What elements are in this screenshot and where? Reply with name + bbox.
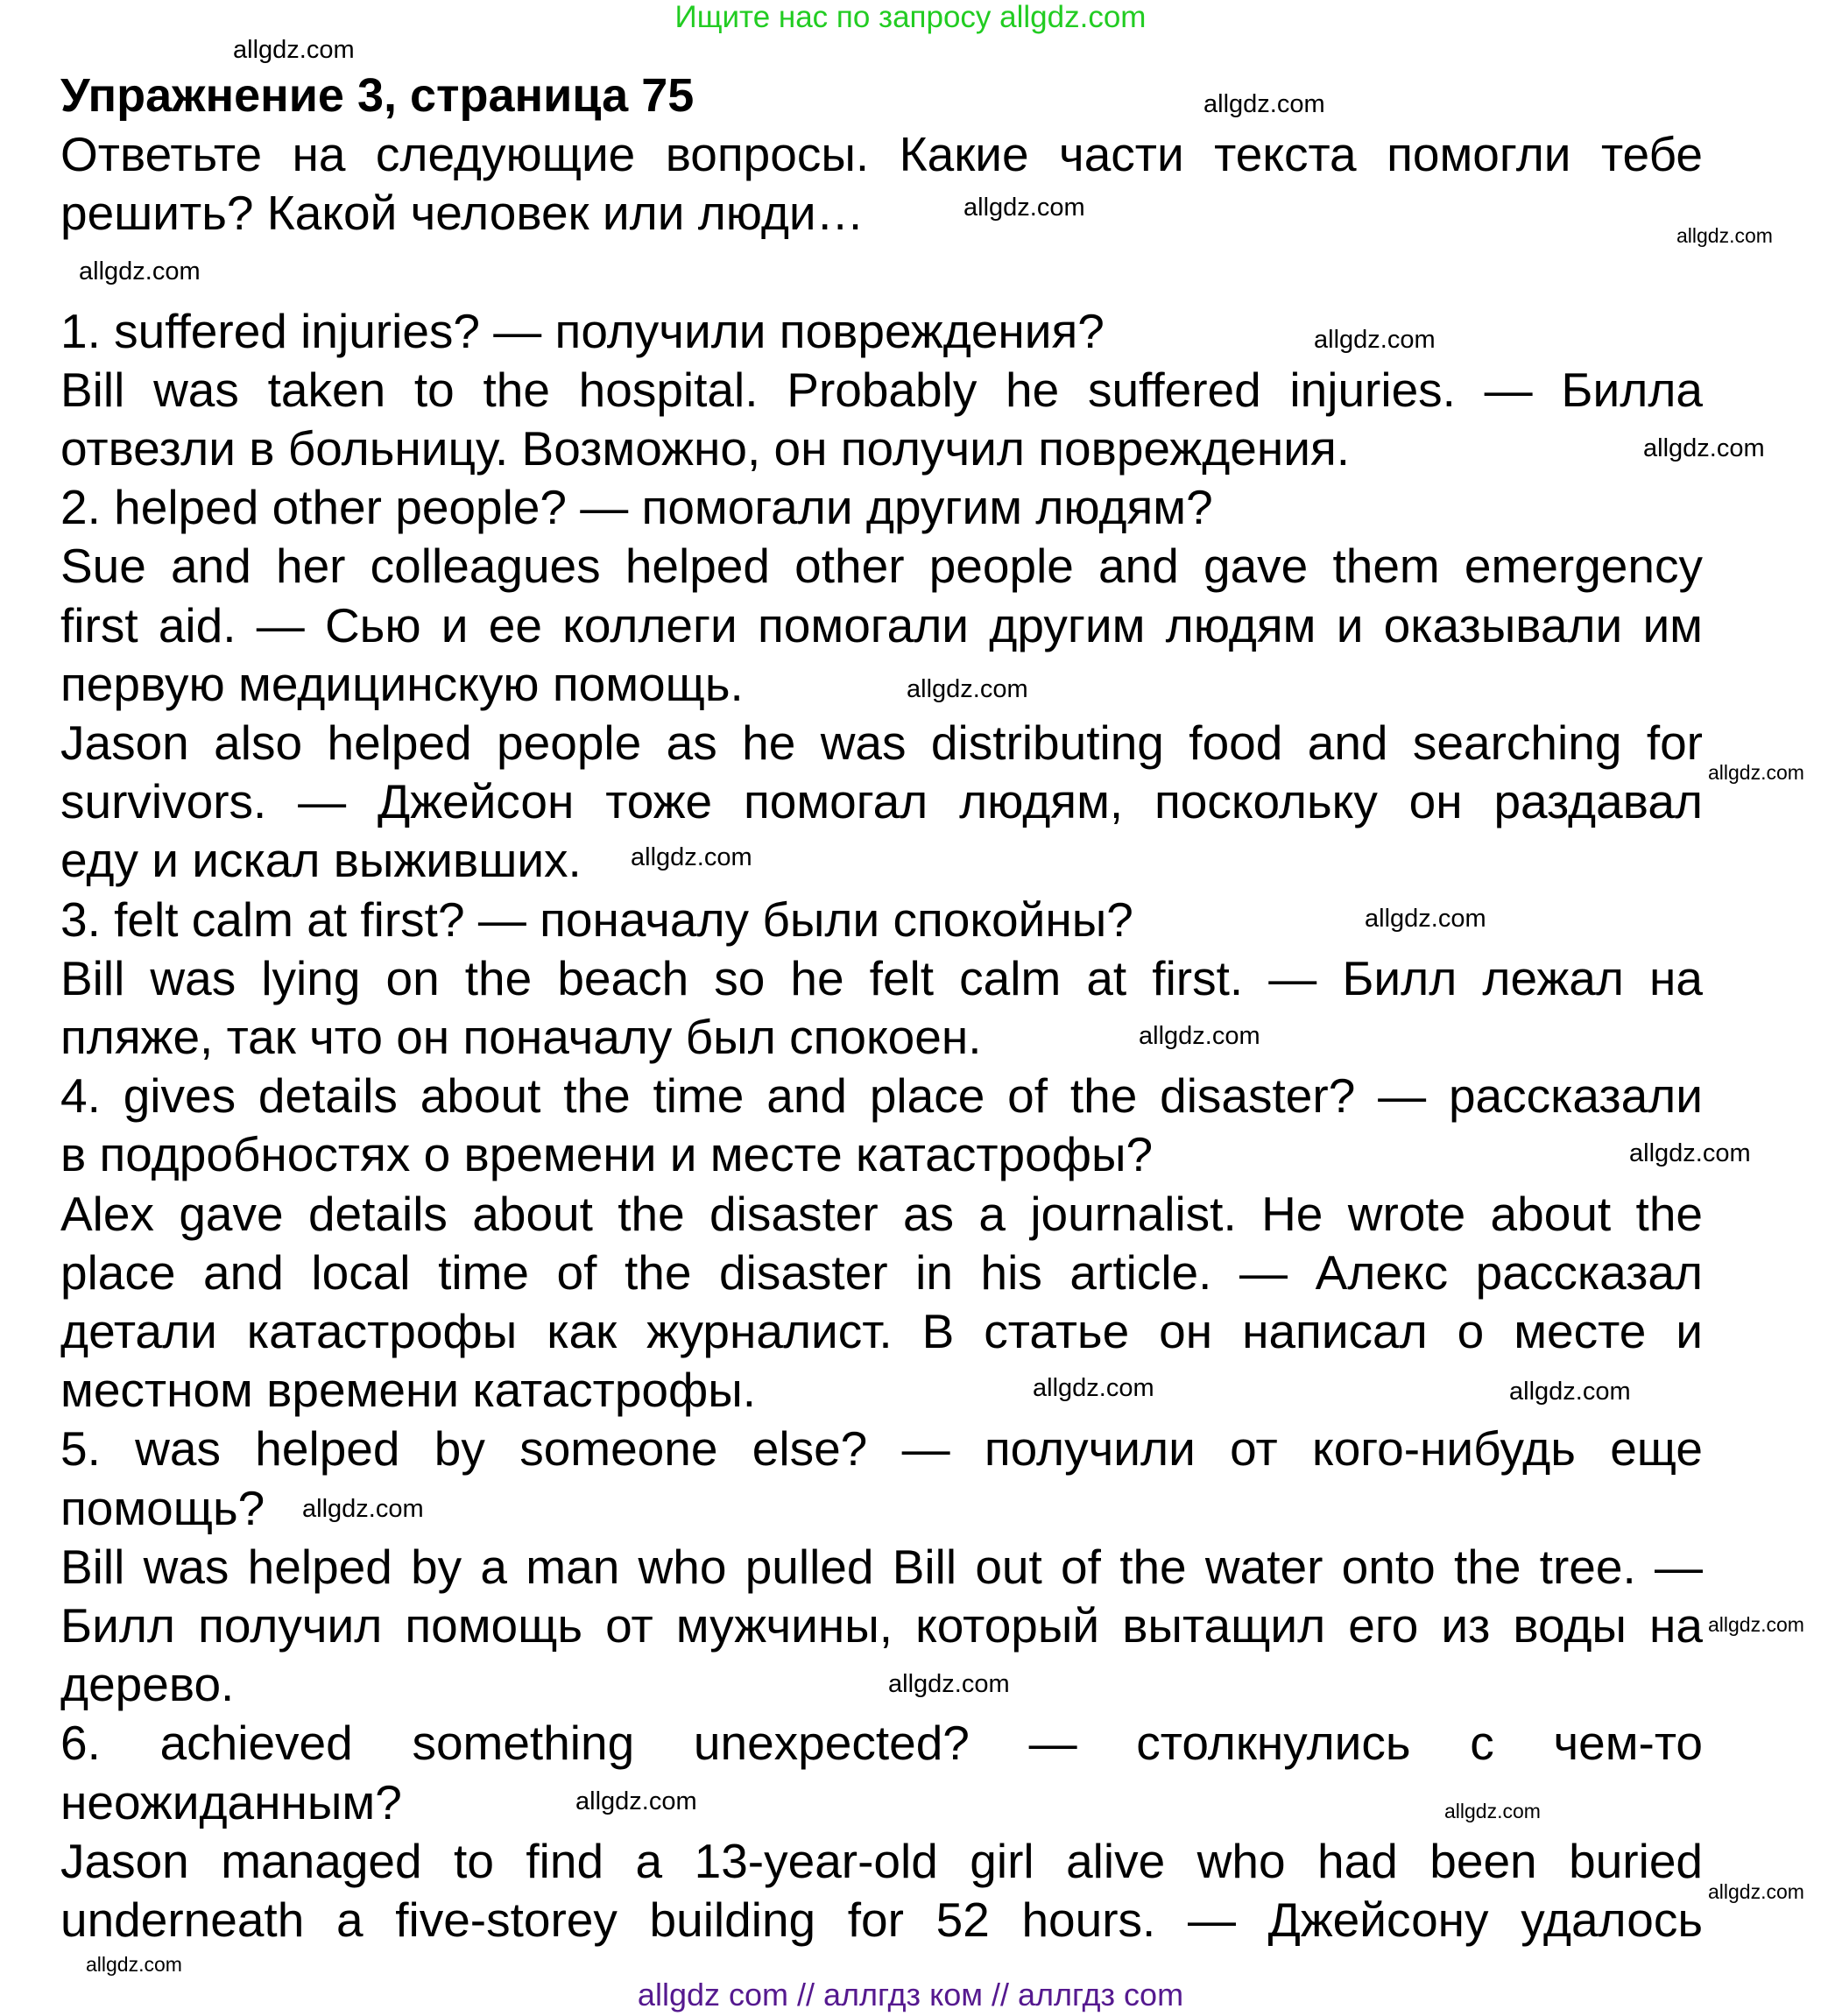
watermark: allgdz.com [1676, 224, 1773, 247]
text-line: 6. achieved something unexpected? — столкнулись с чем-то [60, 1716, 1703, 1771]
text-line: Bill was helped by a man who pulled Bill out of the water onto the tree. — [60, 1539, 1703, 1594]
watermark: allgdz.com [1509, 1378, 1631, 1406]
text-line: решить? Какой человек или люди… [60, 186, 865, 241]
watermark: allgdz.com [86, 1953, 182, 1976]
text-line: Sue and her colleagues helped other people and gave them emergency [60, 539, 1703, 594]
watermark: allgdz.com [1643, 434, 1765, 462]
text-line: Jason managed to find a 13-year-old girl alive who had been buried [60, 1833, 1703, 1888]
text-line: Bill was lying on the beach so he felt calm at first. — Билл лежал на [60, 950, 1703, 1005]
text-line: детали катастрофы как журналист. В статье он написал о месте и [60, 1304, 1703, 1358]
watermark: allgdz.com [1365, 905, 1486, 933]
text-line: Билл получил помощь от мужчины, который вытащил его из воды на [60, 1598, 1703, 1653]
watermark: allgdz.com [233, 36, 355, 64]
text-line: first aid. — Сью и ее коллеги помогали другим людям и оказывали им [60, 597, 1703, 652]
watermark: allgdz.com [1708, 1880, 1804, 1903]
text-line: Ответьте на следующие вопросы. Какие части текста помогли тебе [60, 127, 1703, 181]
text-line: первую медицинскую помощь. [60, 656, 744, 711]
text-line: Jason also helped people as he was distributing food and searching for [60, 715, 1703, 770]
watermark: allgdz.com [302, 1495, 424, 1523]
watermark: allgdz.com [1708, 761, 1804, 784]
text-line: неожиданным? [60, 1774, 402, 1829]
watermark: allgdz.com [1203, 90, 1325, 118]
watermark: allgdz.com [888, 1670, 1010, 1698]
text-line: survivors. — Джейсон тоже помогал людям, поскольку он раздавал [60, 774, 1703, 829]
text-line: 3. felt calm at first? — поначалу были спокойны? [60, 892, 1133, 947]
text-line: помощь? [60, 1480, 265, 1535]
watermark: allgdz.com [79, 257, 201, 285]
text-line: Alex gave details about the disaster as a journalist. He wrote about the [60, 1186, 1703, 1241]
watermark: allgdz.com [963, 194, 1085, 222]
watermark: allgdz.com [575, 1787, 697, 1815]
text-line: 2. helped other people? — помогали другим людям? [60, 480, 1213, 535]
text-line: еду и искал выживших. [60, 833, 582, 888]
text-line: дерево. [60, 1657, 235, 1712]
watermark: allgdz.com [1629, 1139, 1751, 1167]
text-line: в подробностях о времени и месте катастрофы? [60, 1127, 1154, 1182]
watermark: allgdz.com [1139, 1022, 1260, 1050]
watermark: allgdz.com [631, 843, 752, 871]
page-title: Упражнение 3, страница 75 [60, 69, 695, 122]
text-line: отвезли в больницу. Возможно, он получил повреждения. [60, 421, 1351, 476]
footer-links: allgdz com // аллгдз ком // аллгдз com [637, 1977, 1184, 2012]
text-line: 5. was helped by someone else? — получили от кого-нибудь еще [60, 1421, 1703, 1477]
search-banner: Ищите нас по запросу allgdz.com [674, 0, 1147, 34]
text-line: 4. gives details about the time and place of the disaster? — рассказали [60, 1068, 1703, 1124]
watermark: allgdz.com [907, 675, 1028, 703]
text-line: Bill was taken to the hospital. Probably he suffered injuries. — Билла [60, 362, 1703, 417]
watermark: allgdz.com [1033, 1374, 1154, 1402]
text-line: 1. suffered injuries? — получили повреждения? [60, 303, 1105, 358]
watermark: allgdz.com [1444, 1800, 1541, 1822]
text-line: underneath a five-storey building for 52 hours. — Джейсону удалось [60, 1893, 1703, 1947]
text-line: местном времени катастрофы. [60, 1363, 757, 1418]
text-line: place and local time of the disaster in his article. — Алекс рассказал [60, 1244, 1703, 1300]
watermark: allgdz.com [1708, 1613, 1804, 1636]
watermark: allgdz.com [1314, 326, 1436, 354]
text-line: пляже, так что он поначалу был спокоен. [60, 1010, 982, 1064]
